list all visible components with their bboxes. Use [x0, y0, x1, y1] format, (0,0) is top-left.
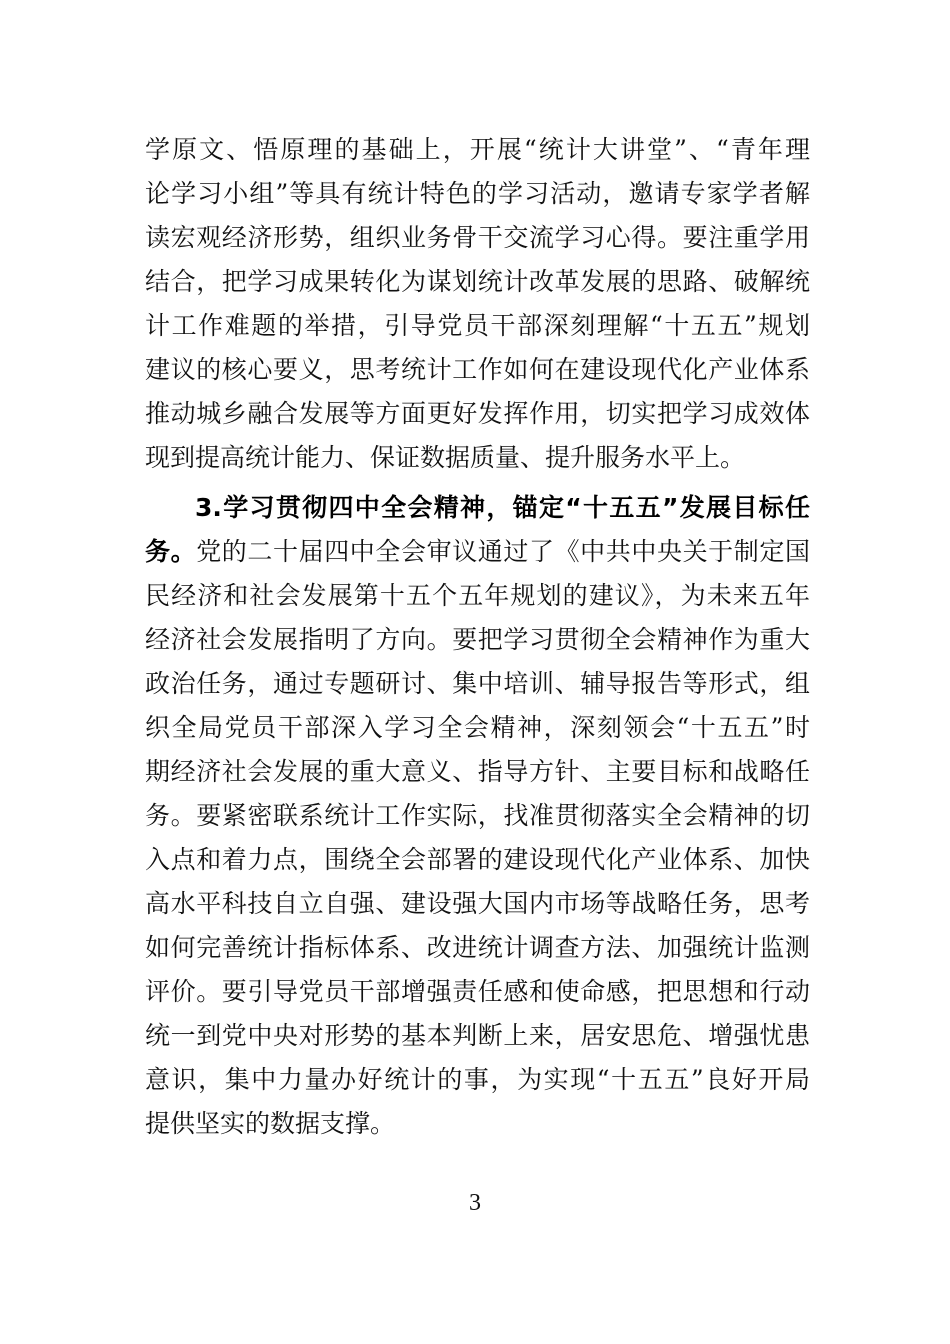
paragraph-2-line-8: 入点和着力点，围绕全会部署的建设现代化产业体系、加快	[145, 845, 810, 874]
section-heading-end: 务。	[145, 537, 197, 566]
paragraph-2-line-11: 评价。要引导党员干部增强责任感和使命感，把思想和行动	[145, 977, 810, 1006]
paragraph-2-line-4: 政治任务，通过专题研讨、集中培训、辅导报告等形式，组	[145, 669, 810, 698]
paragraph-2-line-13: 意识，集中力量办好统计的事，为实现“十五五”良好开局	[145, 1065, 810, 1094]
paragraph-2-line-5: 织全局党员干部深入学习全会精神，深刻领会“十五五”时	[145, 713, 810, 742]
paragraph-2-line-12: 统一到党中央对形势的基本判断上来，居安思危、增强忧患	[145, 1021, 810, 1050]
paragraph-1-line-4: 结合，把学习成果转化为谋划统计改革发展的思路、破解统	[145, 267, 810, 296]
paragraph-1-line-7: 推动城乡融合发展等方面更好发挥作用，切实把学习成效体	[145, 399, 810, 428]
paragraph-2-line-10: 如何完善统计指标体系、改进统计调查方法、加强统计监测	[145, 933, 810, 962]
paragraph-1-line-6: 建议的核心要义，思考统计工作如何在建设现代化产业体系	[145, 355, 810, 384]
paragraph-1-line-3: 读宏观经济形势，组织业务骨干交流学习心得。要注重学用	[145, 223, 810, 252]
paragraph-2-line-14: 提供坚实的数据支撑。	[145, 1109, 396, 1138]
section-heading: 3.学习贯彻四中全会精神，锚定“十五五”发展目标任	[195, 493, 810, 522]
paragraph-2-line-6: 期经济社会发展的重大意义、指导方针、主要目标和战略任	[145, 757, 810, 786]
paragraph-2-line-3: 经济社会发展指明了方向。要把学习贯彻全会精神作为重大	[145, 625, 810, 654]
paragraph-2-line-9: 高水平科技自立自强、建设强大国内市场等战略任务，思考	[145, 889, 810, 918]
paragraph-1-line-1: 学原文、悟原理的基础上，开展“统计大讲堂”、“青年理	[145, 135, 810, 164]
paragraph-2-line-7: 务。要紧密联系统计工作实际，找准贯彻落实全会精神的切	[145, 801, 810, 830]
paragraph-2-line-2: 民经济和社会发展第十五个五年规划的建议》，为未来五年	[145, 581, 810, 610]
paragraph-1-line-8: 现到提高统计能力、保证数据质量、提升服务水平上。	[145, 443, 746, 472]
paragraph-1-line-5: 计工作难题的举措，引导党员干部深刻理解“十五五”规划	[145, 311, 810, 340]
paragraph-1-line-2: 论学习小组”等具有统计特色的学习活动，邀请专家学者解	[145, 179, 810, 208]
paragraph-2-line-1-text: 党的二十届四中全会审议通过了《中共中央关于制定国	[196, 537, 810, 566]
paragraph-2-line-1	[145, 530, 810, 574]
page-number: 3	[469, 1190, 481, 1216]
